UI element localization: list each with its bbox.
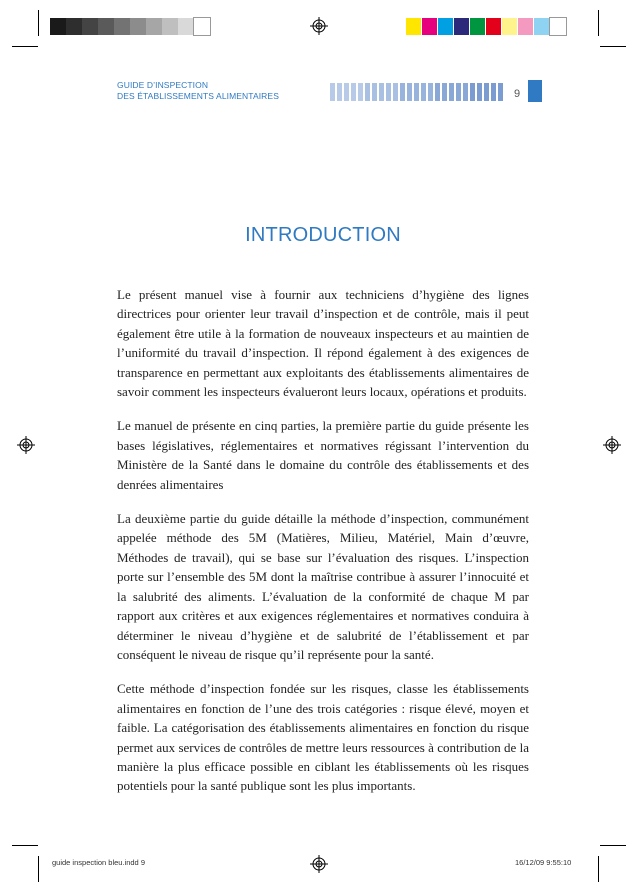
crop-mark-bottom-right-v	[598, 856, 599, 882]
page-number: 9	[514, 88, 521, 100]
gray-swatch	[114, 18, 130, 35]
registration-mark-icon	[310, 17, 328, 35]
crop-mark-bottom-left-h	[12, 845, 38, 846]
color-bar	[406, 18, 566, 35]
crop-mark-top-right-v	[598, 10, 599, 36]
section-title: INTRODUCTION	[245, 224, 401, 246]
paragraph-1: Le présent manuel vise à fournir aux techniciens d’hygiène des lignes directrices pour orienter leur travail d’inspection et de contrôle, mais il peut également être utile à la formation de nouveaux inspecteurs et au maintien de l’uniformité du travail d’inspection. Il répond également à des exigences de transparence en permettant aux exploitants des établissements alimentaires de savoir comment les inspecteurs évalueront leurs locaux, opérations et produits.	[117, 287, 529, 400]
gray-swatch	[162, 18, 178, 35]
gray-swatch	[130, 18, 146, 35]
crop-mark-bottom-right-h	[600, 845, 626, 846]
crop-mark-top-left-v	[38, 10, 39, 36]
header-stripe	[470, 83, 475, 101]
registration-mark-icon	[17, 436, 35, 454]
header-stripe	[379, 83, 384, 101]
slug-datetime: 16/12/09 9:55:10	[515, 858, 572, 867]
header-stripe	[344, 83, 349, 101]
paragraph-3: La deuxième partie du guide détaille la méthode d’inspection, communément appelée méthode des 5M (Matières, Milieu, Matériel, Main d’œuvre, Méthodes de travail), qui se base sur l’évaluation des risques. L’inspection porte sur l’ensemble des 5M dont la maîtrise contribue à assurer l’innocuité et la salubrité des aliments. L’évaluation de la conformité de chaque M par rapport aux critères et aux exigences réglementaires et normatives conduira à déterminer le niveau d’hygiène et de salubrité de l’établissement et par conséquent le niveau de risque qu’il représente pour la santé.	[117, 511, 529, 662]
gray-swatch	[194, 18, 210, 35]
header-stripe	[463, 83, 468, 101]
header-stripe	[428, 83, 433, 101]
registration-mark-icon	[603, 436, 621, 454]
header-stripe	[351, 83, 356, 101]
gray-swatch	[66, 18, 82, 35]
page-number-block	[528, 80, 542, 102]
color-swatch	[406, 18, 422, 35]
header-stripe	[498, 83, 503, 101]
header-stripe	[386, 83, 391, 101]
header-stripes	[330, 83, 505, 101]
grayscale-bar	[50, 18, 210, 35]
header-stripe	[456, 83, 461, 101]
crop-mark-top-right-h	[600, 46, 626, 47]
header-stripe	[358, 83, 363, 101]
color-swatch	[502, 18, 518, 35]
registration-mark-icon	[310, 855, 328, 873]
color-swatch	[550, 18, 566, 35]
gray-swatch	[146, 18, 162, 35]
header-line-1: GUIDE D’INSPECTION	[117, 80, 209, 90]
header-stripe	[414, 83, 419, 101]
running-header	[117, 80, 279, 102]
paragraph-2: Le manuel de présente en cinq parties, la première partie du guide présente les bases législatives, réglementaires et normatives régissant l’intervention du Ministère de la Santé dans le domaine du contrôle des établissements et des denrées alimentaires	[117, 418, 529, 492]
color-swatch	[470, 18, 486, 35]
header-stripe	[421, 83, 426, 101]
slug-file: guide inspection bleu.indd 9	[52, 858, 145, 867]
color-swatch	[438, 18, 454, 35]
header-stripe	[400, 83, 405, 101]
header-stripe	[449, 83, 454, 101]
crop-mark-bottom-left-v	[38, 856, 39, 882]
gray-swatch	[98, 18, 114, 35]
color-swatch	[454, 18, 470, 35]
body-text	[117, 285, 529, 811]
gray-swatch	[50, 18, 66, 35]
header-stripe	[372, 83, 377, 101]
header-stripe	[442, 83, 447, 101]
header-stripe	[407, 83, 412, 101]
header-line-2: DES ÉTABLISSEMENTS ALIMENTAIRES	[117, 91, 279, 101]
header-stripe	[491, 83, 496, 101]
header-stripe	[393, 83, 398, 101]
color-swatch	[486, 18, 502, 35]
crop-mark-top-left-h	[12, 46, 38, 47]
header-stripe	[484, 83, 489, 101]
color-swatch	[534, 18, 550, 35]
header-stripe	[365, 83, 370, 101]
header-stripe	[477, 83, 482, 101]
color-swatch	[518, 18, 534, 35]
header-stripe	[435, 83, 440, 101]
header-stripe	[337, 83, 342, 101]
gray-swatch	[178, 18, 194, 35]
paragraph-4: Cette méthode d’inspection fondée sur les risques, classe les établissements alimentaires en fonction de l’une des trois catégories : risque élevé, moyen et faible. La catégorisation des établissements alimentaires en fonction du risque permet aux services de contrôles de mettre leurs ressources à contribution de la manière la plus efficace possible en ciblant les établissements où les risques potentiels pour la santé publique sont les plus importants.	[117, 681, 529, 794]
gray-swatch	[82, 18, 98, 35]
header-stripe	[330, 83, 335, 101]
color-swatch	[422, 18, 438, 35]
